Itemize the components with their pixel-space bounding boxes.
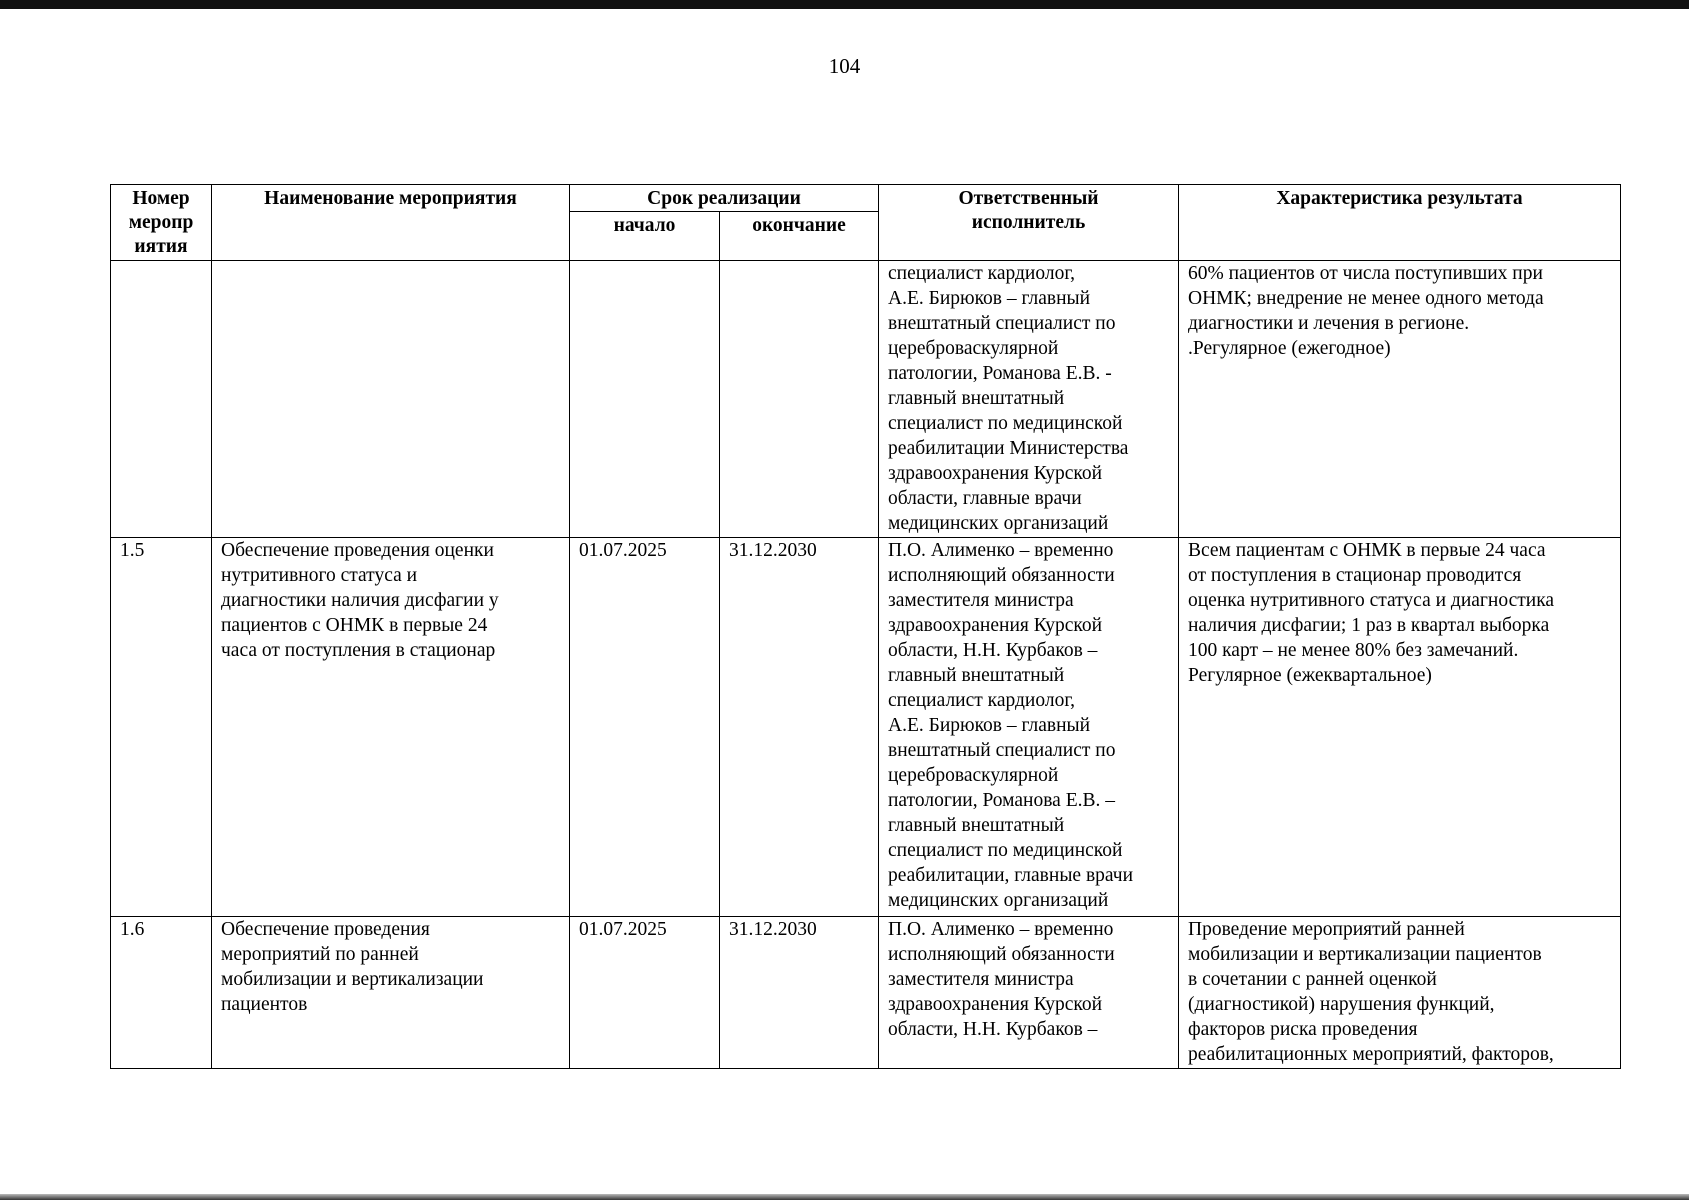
cell-start-date: 01.07.2025 xyxy=(570,917,720,1069)
page-number: 104 xyxy=(828,54,861,78)
cell-start-date: 01.07.2025 xyxy=(570,538,720,917)
header-row-main xyxy=(111,185,1621,212)
cell-end-date: 31.12.2030 xyxy=(720,917,879,1069)
header-responsible: Ответственный исполнитель xyxy=(879,185,1179,261)
scan-edge-top xyxy=(0,0,1689,9)
cell-start-date xyxy=(570,261,720,538)
header-term: Срок реализации xyxy=(570,185,879,212)
cell-activity-name xyxy=(212,261,570,538)
cell-responsible: П.О. Алименко – временно исполняющий обязанности заместителя министра здравоохранения Курской области, Н.Н. Курбаков – главный внештатный специалист кардиолог, А.Е. Бирюков – главный внештатный специалист по цереброваскулярной патологии, Романова Е.В. – главный внештатный специалист по медицинской реабилитации, главные врачи медицинских организаций xyxy=(879,538,1179,917)
header-end: окончание xyxy=(720,212,879,261)
activities-table xyxy=(110,184,1621,1069)
cell-result: Проведение мероприятий ранней мобилизации и вертикализации пациентов в сочетании с ранней оценкой (диагностикой) нарушения функций, факторов риска проведения реабилитационных мероприятий, факторов, xyxy=(1179,917,1621,1069)
table-header xyxy=(111,185,1621,261)
cell-responsible: П.О. Алименко – временно исполняющий обязанности заместителя министра здравоохранения Курской области, Н.Н. Курбаков – xyxy=(879,917,1179,1069)
cell-activity-name: Обеспечение проведения оценки нутритивного статуса и диагностики наличия дисфагии у пациентов с ОНМК в первые 24 часа от поступления в стационар xyxy=(212,538,570,917)
header-result: Характеристика результата xyxy=(1179,185,1621,261)
header-start: начало xyxy=(570,212,720,261)
table-row xyxy=(111,917,1621,1069)
table-row xyxy=(111,261,1621,538)
scan-edge-bottom xyxy=(0,1194,1689,1200)
header-number: Номер меропр иятия xyxy=(111,185,212,261)
cell-number: 1.5 xyxy=(111,538,212,917)
cell-responsible: специалист кардиолог, А.Е. Бирюков – главный внештатный специалист по цереброваскулярной патологии, Романова Е.В. - главный внештатный специалист по медицинской реабилитации Министерства здравоохранения Курской области, главные врачи медицинских организаций xyxy=(879,261,1179,538)
cell-end-date xyxy=(720,261,879,538)
header-activity-name: Наименование мероприятия xyxy=(212,185,570,261)
cell-number: 1.6 xyxy=(111,917,212,1069)
cell-result: 60% пациентов от числа поступивших при ОНМК; внедрение не менее одного метода диагностики и лечения в регионе. .Регулярное (ежегодное) xyxy=(1179,261,1621,538)
cell-number xyxy=(111,261,212,538)
cell-activity-name: Обеспечение проведения мероприятий по ранней мобилизации и вертикализации пациентов xyxy=(212,917,570,1069)
cell-result: Всем пациентам с ОНМК в первые 24 часа от поступления в стационар проводится оценка нутритивного статуса и диагностика наличия дисфагии; 1 раз в квартал выборка 100 карт – не менее 80% без замечаний. Регулярное (ежеквартальное) xyxy=(1179,538,1621,917)
table-row xyxy=(111,538,1621,917)
cell-end-date: 31.12.2030 xyxy=(720,538,879,917)
